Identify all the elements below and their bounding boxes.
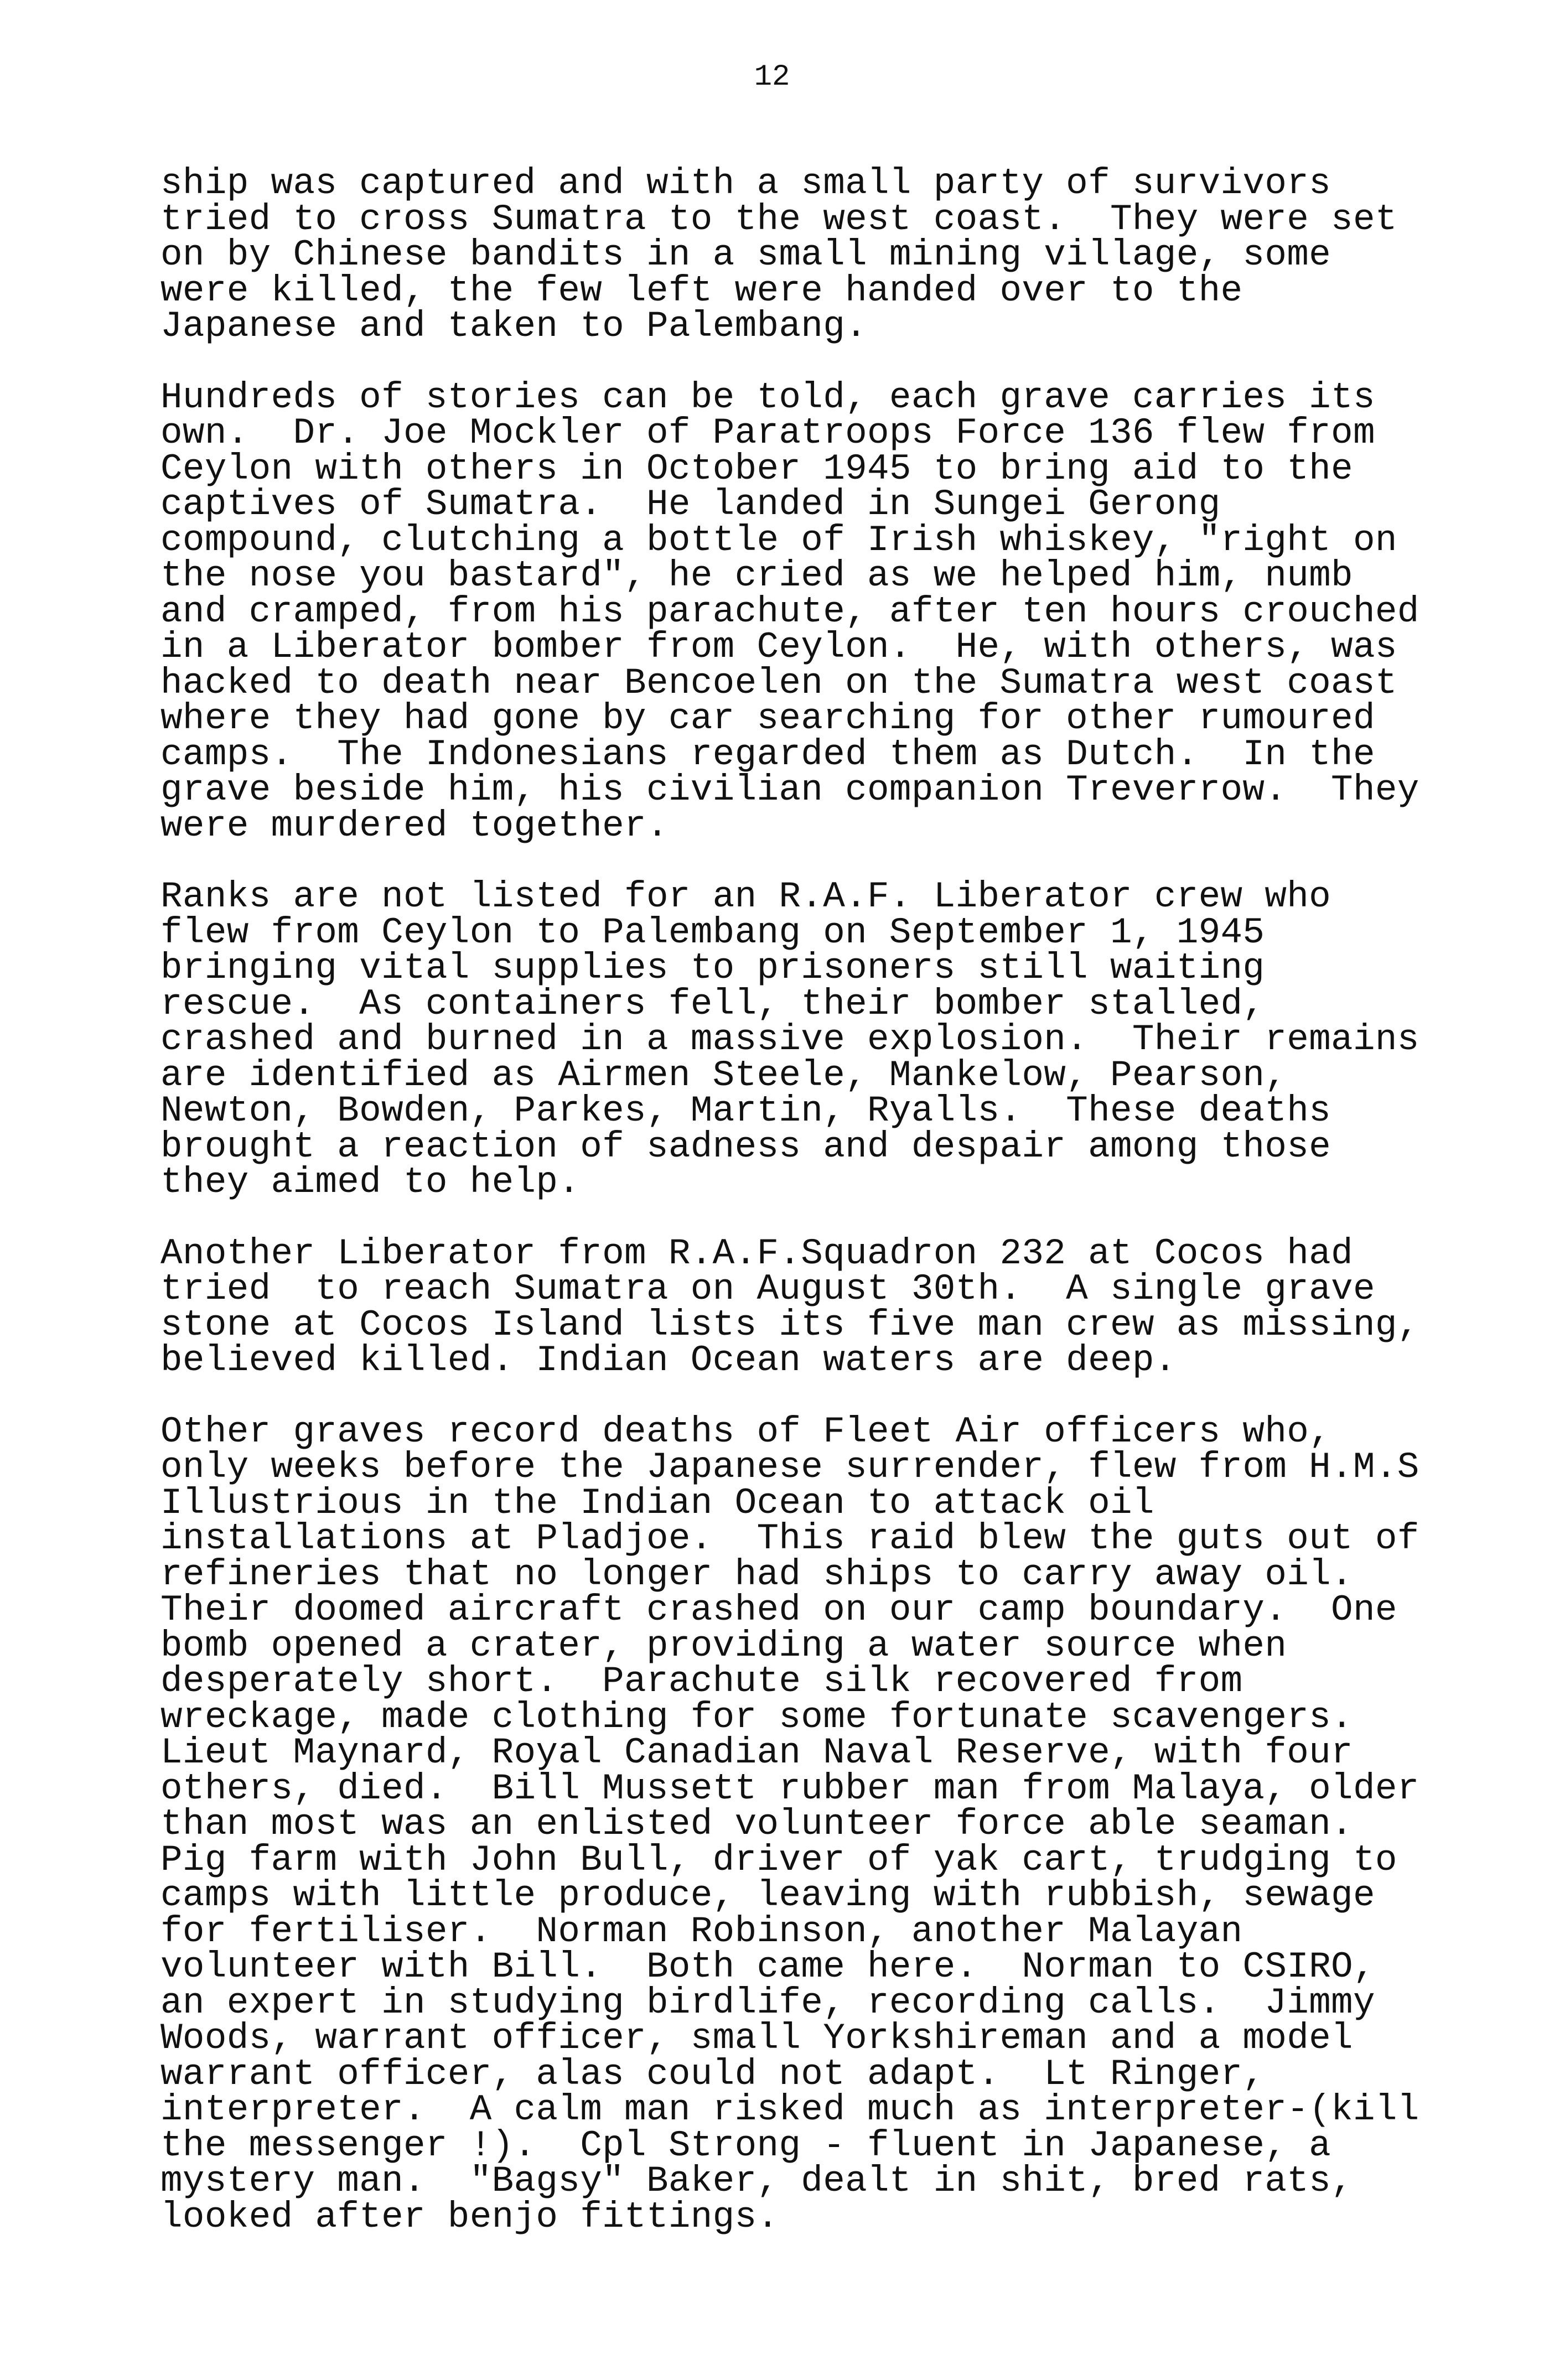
- text-line: an expert in studying birdlife, recording calls. Jimmy: [160, 1982, 1375, 2024]
- text-line: brought a reaction of sadness and despair among those: [160, 1126, 1331, 1168]
- text-line: rescue. As containers fell, their bomber stalled,: [160, 983, 1265, 1025]
- text-line: installations at Pladjoe. This raid blew the guts out of: [160, 1518, 1419, 1559]
- text-line: for fertiliser. Norman Robinson, another Malayan: [160, 1910, 1243, 1952]
- text-line: interpreter. A calm man risked much as interpreter-(kill: [160, 2089, 1419, 2130]
- text-line: looked after benjo fittings.: [160, 2196, 779, 2238]
- text-line: tried to cross Sumatra to the west coast. They were set: [160, 198, 1397, 240]
- text-line: on by Chinese bandits in a small mining village, some: [160, 234, 1331, 276]
- text-line: others, died. Bill Mussett rubber man from Malaya, older: [160, 1767, 1419, 1809]
- text-line: in a Liberator bomber from Ceylon. He, with others, was: [160, 626, 1397, 668]
- text-line: Ceylon with others in October 1945 to bring aid to the: [160, 448, 1353, 490]
- text-line: hacked to death near Bencoelen on the Sumatra west coast: [160, 662, 1397, 704]
- text-line: bringing vital supplies to prisoners still waiting: [160, 947, 1265, 989]
- text-line: own. Dr. Joe Mockler of Paratroops Force 136 flew from: [160, 412, 1375, 454]
- text-line: they aimed to help.: [160, 1162, 581, 1203]
- text-line: flew from Ceylon to Palembang on September 1, 1945: [160, 911, 1265, 953]
- text-line: than most was an enlisted volunteer force able seaman.: [160, 1803, 1353, 1845]
- text-line: bomb opened a crater, providing a water source when: [160, 1625, 1287, 1667]
- text-line: Newton, Bowden, Parkes, Martin, Ryalls. These deaths: [160, 1090, 1331, 1132]
- text-line: camps. The Indonesians regarded them as Dutch. In the: [160, 733, 1375, 775]
- text-line: are identified as Airmen Steele, Mankelow, Pearson,: [160, 1054, 1287, 1096]
- text-line: Illustrious in the Indian Ocean to attack oil: [160, 1482, 1154, 1524]
- paragraph: [160, 1232, 1419, 1381]
- text-line: compound, clutching a bottle of Irish whiskey, "right on: [160, 519, 1397, 561]
- text-line: Pig farm with John Bull, driver of yak cart, trudging to: [160, 1839, 1397, 1881]
- paragraph: [160, 1411, 1419, 2238]
- text-line: were killed, the few left were handed over to the: [160, 269, 1243, 312]
- text-line: Another Liberator from R.A.F.Squadron 232 at Cocos had: [160, 1232, 1353, 1274]
- text-line: Other graves record deaths of Fleet Air officers who,: [160, 1411, 1331, 1453]
- text-line: captives of Sumatra. He landed in Sungei Gerong: [160, 484, 1221, 525]
- text-line: ship was captured and with a small party of survivors: [160, 163, 1331, 204]
- text-line: crashed and burned in a massive explosion. Their remains: [160, 1019, 1419, 1060]
- text-line: only weeks before the Japanese surrender, flew from H.M.S: [160, 1446, 1419, 1488]
- text-line: grave beside him, his civilian companion Treverrow. They: [160, 769, 1419, 811]
- text-line: volunteer with Bill. Both came here. Norman to CSIRO,: [160, 1946, 1375, 1988]
- paragraph: [160, 376, 1419, 847]
- body-text: [160, 163, 1419, 2270]
- text-line: Ranks are not listed for an R.A.F. Liberator crew who: [160, 876, 1331, 917]
- text-line: the messenger !). Cpl Strong - fluent in Japanese, a: [160, 2124, 1331, 2166]
- text-line: Hundreds of stories can be told, each grave carries its: [160, 376, 1375, 418]
- text-line: tried to reach Sumatra on August 30th. A single grave: [160, 1268, 1375, 1310]
- text-line: Woods, warrant officer, small Yorkshireman and a model: [160, 2018, 1353, 2059]
- page-number: 12: [754, 60, 790, 94]
- text-line: desperately short. Parachute silk recovered from: [160, 1661, 1243, 1702]
- text-line: Lieut Maynard, Royal Canadian Naval Reserve, with four: [160, 1732, 1353, 1774]
- text-line: where they had gone by car searching for other rumoured: [160, 698, 1375, 739]
- text-line: wreckage, made clothing for some fortunate scavengers.: [160, 1696, 1353, 1738]
- text-line: Japanese and taken to Palembang.: [160, 305, 868, 347]
- text-line: camps with little produce, leaving with rubbish, sewage: [160, 1875, 1375, 1916]
- text-line: the nose you bastard", he cried as we helped him, numb: [160, 555, 1353, 597]
- text-line: Their doomed aircraft crashed on our camp boundary. One: [160, 1589, 1397, 1631]
- paragraph: [160, 876, 1419, 1203]
- text-line: and cramped, from his parachute, after ten hours crouched: [160, 590, 1419, 632]
- text-line: stone at Cocos Island lists its five man crew as missing,: [160, 1304, 1419, 1346]
- text-line: believed killed. Indian Ocean waters are deep.: [160, 1340, 1177, 1381]
- text-line: refineries that no longer had ships to carry away oil.: [160, 1553, 1353, 1595]
- text-line: warrant officer, alas could not adapt. Lt Ringer,: [160, 2053, 1265, 2095]
- text-line: were murdered together.: [160, 805, 669, 847]
- text-line: mystery man. "Bagsy" Baker, dealt in shit, bred rats,: [160, 2160, 1353, 2202]
- paragraph: [160, 163, 1411, 347]
